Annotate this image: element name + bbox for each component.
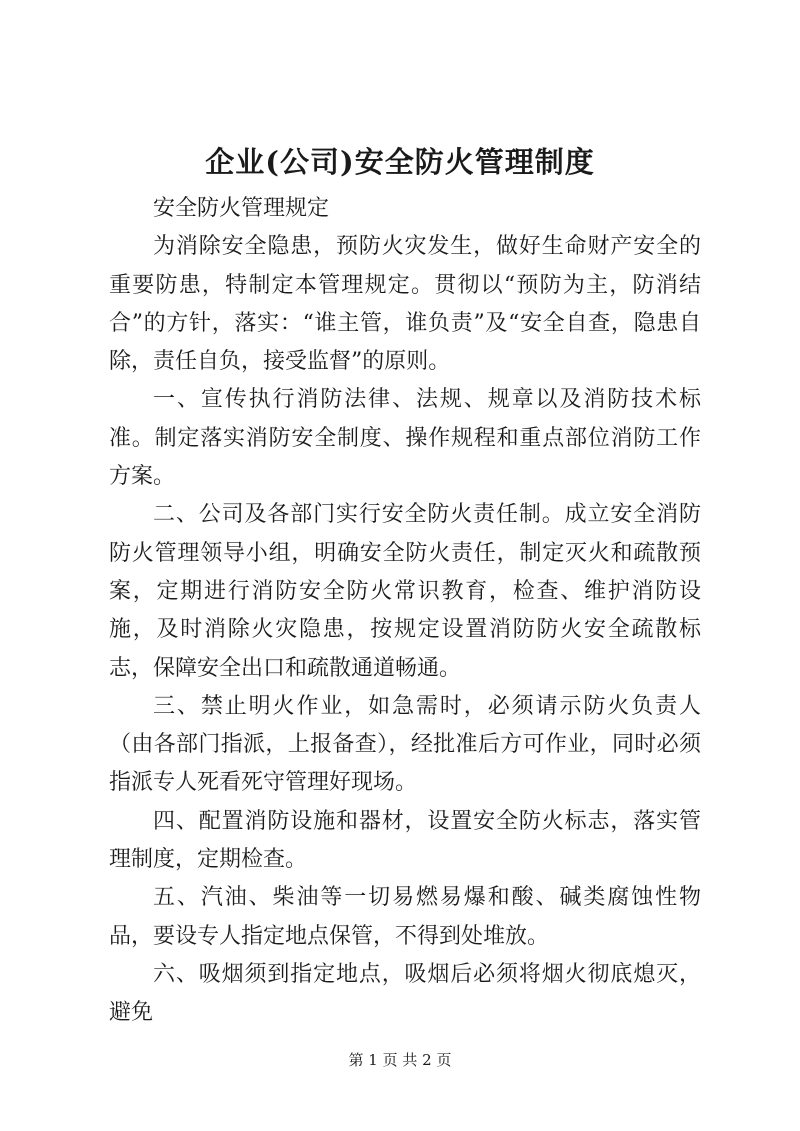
paragraph-item-6: 六、吸烟须到指定地点，吸烟后必须将烟火彻底熄灭，避免 bbox=[109, 961, 701, 1026]
paragraph-item-2: 二、公司及各部门实行安全防火责任制。成立安全消防防火管理领导小组，明确安全防火责任，制定灭火和疏散预案，定期进行消防安全防火常识教育，检查、维护消防设施，及时消除火灾隐患，按规定设置消防防火安全疏散标志，保障安全出口和疏散通道畅通。 bbox=[109, 502, 701, 681]
paragraph-item-4: 四、配置消防设施和器材，设置安全防火标志，落实管理制度，定期检查。 bbox=[109, 808, 701, 873]
paragraph-item-1: 一、宣传执行消防法律、法规、规章以及消防技术标准。制定落实消防安全制度、操作规程和重点部位消防工作方案。 bbox=[109, 387, 701, 490]
document-title: 企业(公司)安全防火管理制度 bbox=[205, 145, 595, 179]
page-footer: 第 1 页 共 2 页 bbox=[348, 1051, 452, 1069]
section-heading: 安全防火管理规定 bbox=[153, 196, 330, 221]
document-body bbox=[109, 190, 701, 1033]
paragraph-item-5: 五、汽油、柴油等一切易燃易爆和酸、碱类腐蚀性物品，要设专人指定地点保管，不得到处堆放。 bbox=[109, 885, 701, 949]
paragraph-intro: 为消除安全隐患，预防火灾发生，做好生命财产安全的重要防患，特制定本管理规定。贯彻以“预防为主，防消结合”的方针，落实：“谁主管，谁负责”及“安全自查，隐患自除，责任自负，接受监督”的原则。 bbox=[109, 234, 701, 375]
paragraph-item-3: 三、禁止明火作业，如急需时，必须请示防火负责人（由各部门指派，上报备查），经批准后方可作业，同时必须指派专人死看死守管理好现场。 bbox=[109, 693, 701, 796]
